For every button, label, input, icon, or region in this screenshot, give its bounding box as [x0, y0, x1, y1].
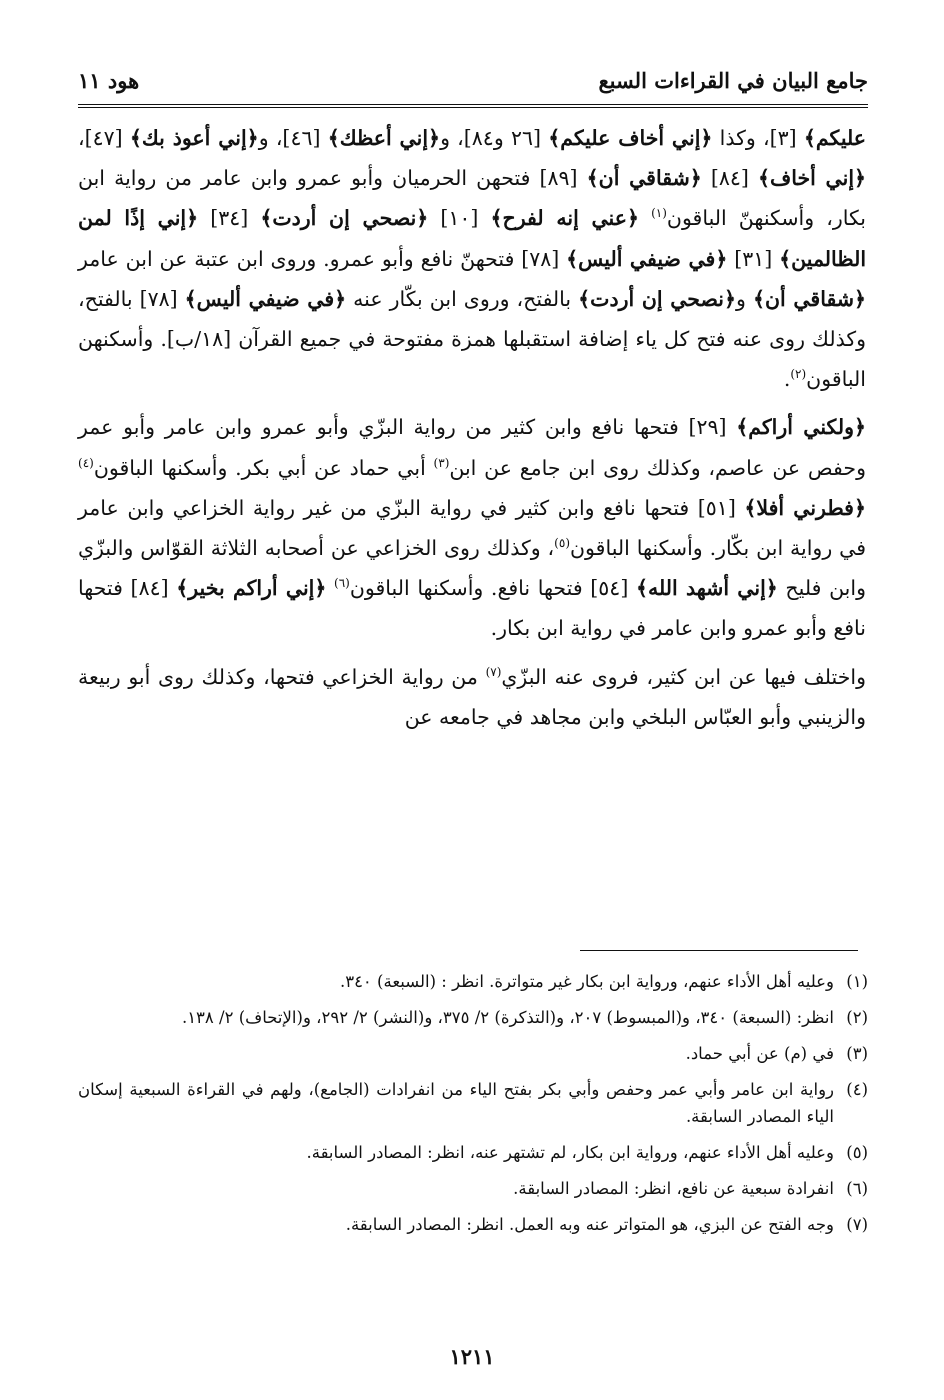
text-run: [٨٤] فتحها نافع وأبو عمرو وابن عامر في رواية ابن بكار.: [78, 576, 866, 641]
footnote-number: (١): [846, 972, 868, 991]
footnote: [78, 1004, 868, 1031]
footnote-number: (٦): [846, 1179, 868, 1198]
footnote-text: وعليه أهل الأداء عنهم، ورواية ابن بكار غير متواترة. انظر : (السبعة) ٣٤٠.: [339, 972, 834, 991]
text-run: [٣٤]: [198, 206, 261, 231]
quran-quote: ﴿في ضيفي أليس﴾: [184, 286, 347, 311]
header-divider: [78, 104, 868, 108]
quran-quote: ﴿عني إنه لفرح﴾: [490, 206, 639, 231]
footnote-text: انفرادة سبعية عن نافع، انظر: المصادر السابقة.: [513, 1179, 834, 1198]
paragraph: [78, 407, 866, 648]
quran-quote: ﴿في ضيفي أليس﴾: [566, 246, 728, 271]
footnote-number: (٧): [846, 1215, 868, 1234]
quran-quote: ﴿شقاقي أن﴾: [752, 286, 867, 311]
footnote-text: في (م) عن أبي حماد.: [685, 1044, 834, 1063]
text-run: [١٠]: [428, 206, 491, 231]
quran-quote: ﴿إني أشهد الله﴾: [635, 576, 778, 601]
footnote-ref: (٤): [78, 455, 94, 470]
footnote-ref: (٢): [790, 367, 807, 382]
text-run: [٥١] فتحها نافع وابن كثير في رواية البزّي من غير رواية الخزاعي وابن عامر في رواية ابن بكّار. وأسكنها الباقون: [78, 495, 866, 561]
footnote: [78, 1139, 868, 1166]
text-run: و: [736, 286, 753, 311]
text-run: [٢٦ و٨٤]، و: [440, 126, 549, 150]
quran-quote: ﴿فطرني أفلا﴾: [744, 495, 866, 520]
footnotes: [78, 968, 868, 1247]
quran-quote: ﴿إني أعوذ بك﴾: [129, 126, 259, 150]
quran-quote: ﴿نصحي إن أردت﴾: [578, 286, 737, 311]
quran-quote: عليكم﴾: [803, 126, 867, 150]
footnote-separator: [580, 950, 858, 951]
footnote: [78, 1175, 868, 1202]
text-run: [٢٩] فتحها نافع وابن كثير من رواية البزّي وأبو عمرو وابن عامر وأبو عمر وحفص عن عاصم، وكذلك روى ابن جامع عن ابن: [78, 415, 866, 480]
footnote-ref: (٥): [554, 536, 570, 551]
running-header: [78, 66, 868, 100]
quran-quote: ﴿شقاقي أن﴾: [586, 166, 702, 191]
text-run: [٥٤] فتحها نافع. وأسكنها الباقون: [349, 576, 636, 601]
footnote: [78, 1076, 868, 1130]
text-run: [٧٨] فتحهنّ نافع وأبو عمرو. وروى ابن عتبة عن ابن عامر: [78, 246, 567, 271]
text-run: [٣]، وكذا: [712, 126, 804, 150]
quran-quote: ﴿ولكني أراكم﴾: [736, 415, 866, 440]
text-run: .: [783, 367, 791, 392]
footnote-text: رواية ابن عامر وأبي عمر وحفص وأبي بكر بفتح الياء من انفرادات (الجامع)، ولهم في القراءة السبعية إسكان الياء المصادر السابقة.: [78, 1080, 834, 1126]
text-run: [٤٦]، و: [258, 126, 328, 150]
text-run: [326, 576, 334, 600]
text-run: [٧٨] بالفتح، وكذلك روى عنه فتح كل ياء إضافة استقبلها همزة مفتوحة في جميع القرآن [١٨/ب]. وأسكنهن الباقون: [78, 286, 866, 392]
footnote-text: انظر: (السبعة) ٣٤٠، و(المبسوط) ٢٠٧، و(التذكرة) ٢/ ٣٧٥، و(النشر) ٢/ ٢٩٢، و(الإتحاف) ٢/ ١٣٨.: [181, 1008, 834, 1027]
page-number: ١٢١١: [449, 1344, 495, 1369]
quran-quote: ﴿إني أخاف عليكم﴾: [548, 126, 713, 150]
book-title: جامع البيان في القراءات السبع: [598, 68, 868, 93]
quran-quote: ﴿إني أعظك﴾: [327, 126, 441, 150]
paragraph: [78, 657, 866, 737]
footnote-ref: (٣): [433, 455, 450, 470]
quran-quote: ﴿نصحي إن أردت﴾: [260, 206, 429, 231]
footnote-ref: (١): [651, 206, 667, 221]
footnote: [78, 1211, 868, 1238]
text-run: من رواية الخزاعي فتحها، وكذلك روى أبو ربيعة والزينبي وأبو العبّاس البلخي وابن مجاهد في جامعه عن: [78, 664, 866, 729]
quran-quote: ﴿إني إذًا لمن الظالمين﴾: [78, 206, 867, 271]
text-run: [٤٧]،: [78, 126, 130, 150]
text-run: أبي حماد عن أبي بكر. وأسكنها الباقون: [93, 455, 434, 480]
chapter-label: هود ١١: [78, 68, 140, 93]
text-run: [٨٩] فتحهن الحرميان وأبو عمرو وابن عامر من رواية ابن بكار، وأسكنهنّ الباقون: [78, 166, 866, 231]
footnote: [78, 968, 868, 995]
footnote: [78, 1040, 868, 1067]
text-run: [٨٤]: [701, 166, 758, 191]
text-run: [٣١]: [727, 246, 780, 271]
text-run: [639, 206, 651, 230]
text-run: ، وكذلك روى الخزاعي عن أصحابه الثلاثة القوّاس والبزّي وابن فليح: [78, 536, 866, 601]
quran-quote: ﴿إني أخاف﴾: [757, 166, 867, 191]
text-run: واختلف فيها عن ابن كثير، فروى عنه البزّي: [501, 664, 867, 689]
footnote-number: (٢): [846, 1008, 868, 1027]
footnote-ref: (٧): [485, 664, 502, 679]
quran-quote: ﴿إني أراكم بخير﴾: [176, 576, 327, 601]
footnote-number: (٤): [846, 1080, 868, 1099]
footnote-number: (٥): [846, 1143, 868, 1162]
paragraph: [78, 118, 866, 399]
footnote-number: (٣): [846, 1044, 868, 1063]
text-run: بالفتح، وروى ابن بكّار عنه: [346, 286, 579, 311]
footnote-text: وجه الفتح عن البزي، هو المتواتر عنه وبه العمل. انظر: المصادر السابقة.: [345, 1215, 834, 1234]
main-text: [78, 118, 866, 745]
footnote-text: وعليه أهل الأداء عنهم، ورواية ابن بكار، لم تشتهر عنه، انظر: المصادر السابقة.: [306, 1143, 834, 1162]
footnote-ref: (٦): [334, 576, 350, 591]
